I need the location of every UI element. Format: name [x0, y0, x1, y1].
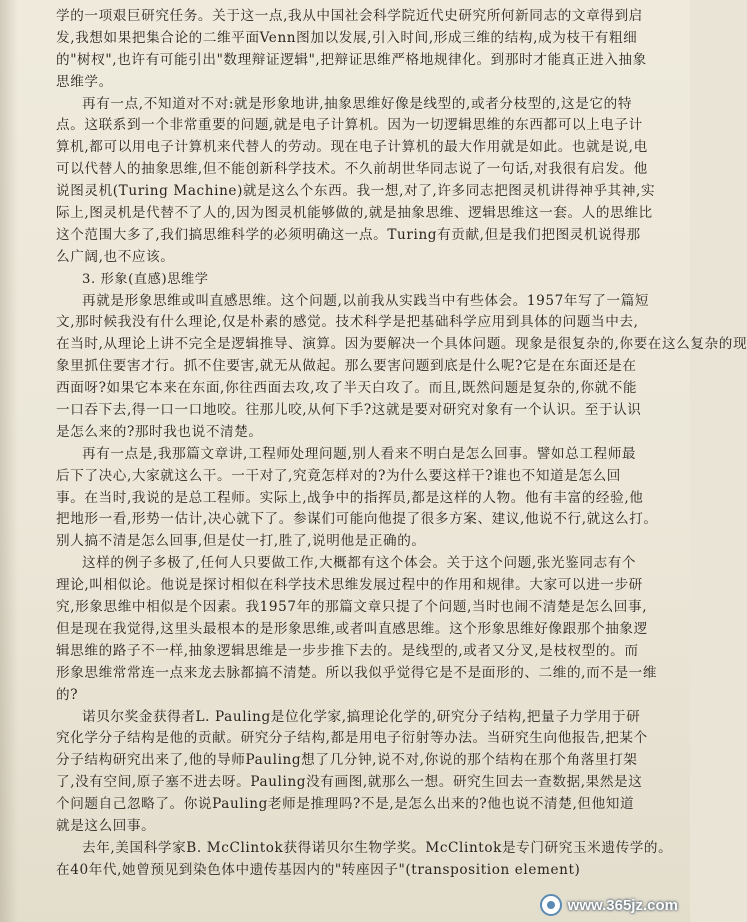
- text-line-34: 诺贝尔奖金获得者L. Pauling是位化学家,搞理论化学的,研究分子结构,把量子力学用于研: [82, 708, 641, 725]
- text-line-8: 算机,都可以用电子计算机来代替人的劳动。现在电子计算机的最大作用就是如此。也就是说,电: [56, 139, 648, 156]
- text-line-41: 在40年代,她曾预见到染色体中遗传基因内的"转座因子"(transposition element): [56, 861, 581, 878]
- text-line-28: 理论,叫相似论。他说是探讨相似在科学技术思维发展过程中的作用和规律。大家可以进一步研: [56, 577, 643, 594]
- text-line-18: 象里抓住要害才行。抓不住要害,就无从做起。那么要害问题到底是什么呢?它是在东面还是在: [56, 358, 637, 375]
- text-line-24: 事。在当时,我说的是总工程师。实际上,战争中的指挥员,都是这样的人物。他有丰富的经验,他: [56, 489, 644, 506]
- text-line-9: 可以代替人的抽象思维,但不能创新科学技术。不久前胡世华同志说了一句话,对我很有启发。他: [56, 161, 648, 178]
- text-line-3: 发,我想如果把集合论的二维平面Venn图加以发展,引入时间,形成三维的结构,成为枝干有粗细: [56, 29, 638, 46]
- watermark-logo-icon: [540, 894, 562, 916]
- text-line-17: 在当时,从理论上讲不完全是逻辑推导、演算。因为要解决一个具体问题。现象是很复杂的,你要在这么复杂的现: [56, 336, 747, 353]
- text-line-23: 后下了决心,大家就这么干。一干对了,究竟怎样对的?为什么要这样干?谁也不知道是怎么回: [56, 467, 621, 484]
- text-line-36: 分子结构研究出来了,他的导师Pauling想了几分钟,说不对,你说的那个结构在那个角落里打架: [56, 752, 638, 769]
- text-line-39: 就是这么回事。: [56, 817, 156, 834]
- text-line-32: 形象思维常常连一点来龙去脉都搞不清楚。所以我似乎觉得它是不是面形的、二维的,而不是一维: [56, 664, 658, 681]
- watermark-text: www.365jz.com: [567, 896, 678, 914]
- text-line-21: 是怎么来的?那时我也说不清楚。: [56, 423, 263, 440]
- page-gutter-shadow: [0, 0, 18, 922]
- text-line-10: 说图灵机(Turing Machine)就是这么个东西。我一想,对了,许多同志把图灵机讲得神乎其神,实: [56, 183, 656, 200]
- section-heading: 3. 形象(直感)思维学: [82, 271, 209, 287]
- text-line-33: 的?: [56, 686, 79, 703]
- text-line-35: 究化学分子结构是他的贡献。研究分子结构,都是用电子衍射等办法。当研究生向他报告,把某个: [56, 730, 648, 747]
- site-watermark: [540, 894, 678, 916]
- text-line-11: 际上,图灵机是代替不了人的,因为图灵机能够做的,就是抽象思维、逻辑思维这一套。人的思维比: [56, 205, 653, 222]
- text-line-4: 的"树杈",也许有可能引出"数理辩证逻辑",把辩证思维严格地规律化。到那时才能真正进入抽象: [56, 51, 647, 68]
- body-text: [56, 6, 747, 882]
- text-line-40: 去年,美国科学家B. McClintok获得诺贝尔生物学奖。McClintok是专门研究玉米遗传学的。: [82, 839, 673, 856]
- text-line-12: 这个范围大多了,我们搞思维科学的必须明确这一点。Turing有贡献,但是我们把图灵机说得那: [56, 226, 641, 243]
- text-line-13: 么广阔,也不应该。: [56, 248, 175, 265]
- text-line-20: 一口吞下去,得一口一口地咬。往那儿咬,从何下手?这就是要对研究对象有一个认识。至于认识: [56, 402, 642, 419]
- text-line-37: 了,没有空间,原子塞不进去呀。Pauling没有画图,就那么一想。研究生回去一查数据,果然是这: [56, 774, 643, 791]
- text-line-25: 把地形一看,形势一估计,决心就下了。参谋们可能向他提了很多方案、建议,他说不行,就这么打。: [56, 511, 658, 528]
- text-line-29: 究,形象思维中相似是个因素。我1957年的那篇文章只提了个问题,当时也闹不清楚是怎么回事,: [56, 599, 648, 616]
- text-line-19: 西面呀?如果它本来在东面,你往西面去攻,攻了半天白攻了。而且,既然问题是复杂的,你就不能: [56, 380, 638, 397]
- text-line-30: 但是现在我觉得,这里头最根本的是形象思维,或者叫直感思维。这个形象思维好像跟那个抽象逻: [56, 620, 648, 637]
- text-line-38: 个问题自己忽略了。你说Pauling老师是推理吗?不是,是怎么出来的?他也说不清楚,但他知道: [56, 796, 635, 813]
- text-line-15: 再就是形象思维或叫直感思维。这个问题,以前我从实践当中有些体会。1957年写了一篇短: [82, 292, 650, 309]
- text-line-22: 再有一点是,我那篇文章讲,工程师处理问题,别人看来不明白是怎么回事。譬如总工程师最: [82, 445, 637, 462]
- text-line-5: 思维学。: [56, 73, 113, 90]
- text-line-6: 再有一点,不知道对不对:就是形象地讲,抽象思维好像是线型的,或者分枝型的,这是它的特: [82, 95, 633, 112]
- text-line-16: 文,那时候我没有什么理论,仅是朴素的感觉。技术科学是把基础科学应用到具体的问题当中去,: [56, 314, 639, 331]
- text-line-31: 辑思维的路子不一样,抽象逻辑思维是一步步推下去的。是线型的,或者又分叉,是枝杈型的。而: [56, 642, 639, 659]
- text-line-2: 学的一项艰巨研究任务。关于这一点,我从中国社会科学院近代史研究所何新同志的文章得到启: [56, 8, 643, 24]
- text-line-7: 点。这联系到一个非常重要的问题,就是电子计算机。因为一切逻辑思维的东西都可以上电子计: [56, 117, 643, 134]
- text-line-26: 别人搞不清是怎么回事,但是仗一打,胜了,说明他是正确的。: [56, 533, 426, 550]
- text-line-27: 这样的例子多极了,任何人只要做工作,大概都有这个体会。关于这个问题,张光鉴同志有个: [82, 555, 637, 572]
